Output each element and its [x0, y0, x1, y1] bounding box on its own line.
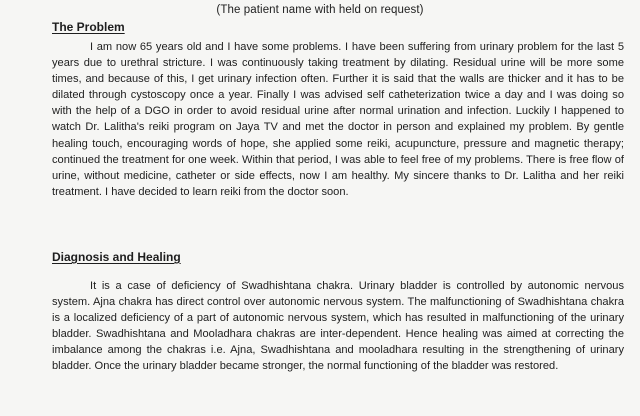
problem-heading: The Problem [52, 20, 125, 34]
problem-text: I am now 65 years old and I have some problems. I have been suffering from urinary problem for the last 5 years due to urethral stricture. I was continuously taking treatment by dilating. Residual urine will be more some times, and because of this, I get urinary infection often. Further it is said that the walls are thicker and it has to be dilated through cystoscopy once a year. Finally I was advised self catheterization twice a day and I was doing so with the help of a DGO in order to avoid residual urine after normal urination and infection. Luckily I happened to watch Dr. Lalitha's reiki program on Jaya TV and met the doctor in person and explained my problem. By gentle healing touch, encouraging words of hope, she applied some reiki, acupuncture, pressure and magnetic therapy; continued the treatment for one week. Within that period, I was able to feel free of my problems. There is free flow of urine, without medicine, catheter or side effects, now I am healthy. My sincere thanks to Dr. Lalitha and her reiki treatment. I have decided to learn reiki from the doctor soon. [52, 41, 624, 198]
diagnosis-heading: Diagnosis and Healing [52, 250, 181, 264]
diagnosis-paragraph [52, 278, 624, 375]
diagnosis-text: It is a case of deficiency of Swadhishtana chakra. Urinary bladder is controlled by autonomic nervous system. Ajna chakra has direct control over autonomic nervous system. The malfunctioning of Swadhishtana chakra is a localized deficiency of a part of autonomic nervous system, which has resulted in malfunctioning of the urinary bladder. Swadhishtana and Mooladhara chakras are inter-dependent. Hence healing was aimed at correcting the imbalance among the chakras i.e. Ajna, Swadhishtana and mooladhara resulting in the strengthening of urinary bladder. Once the urinary bladder became stronger, the normal functioning of the bladder was restored. [52, 280, 624, 373]
problem-paragraph [52, 39, 624, 200]
anonymity-note: (The patient name with held on request) [216, 4, 424, 16]
